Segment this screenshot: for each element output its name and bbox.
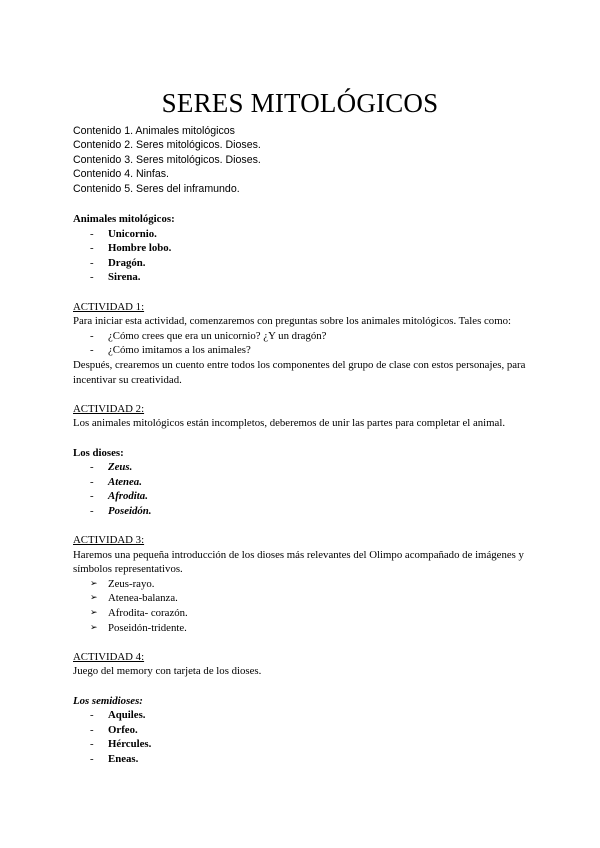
list-item: ➢ Afrodita- corazón. <box>90 607 188 620</box>
actividad-1-questions <box>73 329 533 358</box>
dash-bullet: - <box>90 504 94 517</box>
list-item: - Aquiles. <box>90 709 146 722</box>
list-item: - Eneas. <box>90 752 139 765</box>
list-item: - Dragón. <box>90 256 146 269</box>
dash-bullet: - <box>90 242 94 255</box>
actividad-3-text: Haremos una pequeña introducción de los dioses más relevantes del Olimpo acompañado de imágenes y símbolos representativos. <box>73 548 524 576</box>
dash-bullet: - <box>90 256 94 269</box>
table-of-contents <box>73 124 261 196</box>
dash-bullet: - <box>90 329 94 342</box>
list-item: - Unicornio. <box>90 227 157 240</box>
actividad-4-text: Juego del memory con tarjeta de los dioses. <box>73 665 262 678</box>
list-item: - Orfeo. <box>90 723 138 736</box>
dash-bullet: - <box>90 461 94 474</box>
toc-item: Contenido 4. Ninfas. <box>73 168 169 181</box>
dash-bullet: - <box>90 344 94 357</box>
dash-bullet: - <box>90 271 94 284</box>
dash-bullet: - <box>90 490 94 503</box>
list-item: ➢ Atenea-balanza. <box>90 592 178 605</box>
section-heading-animales: Animales mitológicos: <box>73 213 175 225</box>
arrow-bullet-icon: ➢ <box>90 608 98 619</box>
section-heading-semidioses: Los semidioses: <box>73 694 143 707</box>
dash-bullet: - <box>90 475 94 488</box>
arrow-bullet-icon: ➢ <box>90 622 98 633</box>
toc-item: Contenido 5. Seres del inframundo. <box>73 182 240 195</box>
section-heading-dioses: Los dioses: <box>73 446 124 459</box>
dash-bullet: - <box>90 723 94 736</box>
arrow-bullet-icon: ➢ <box>90 578 98 589</box>
dioses-list <box>73 460 533 518</box>
list-item: - Hércules. <box>90 738 152 751</box>
list-item: - Afrodita. <box>90 490 148 503</box>
actividad-1-outro: Después, crearemos un cuento entre todos los componentes del grupo de clase con estos personajes, para incentivar su creatividad. <box>73 358 526 386</box>
dash-bullet: - <box>90 227 94 240</box>
actividad-3-symbols <box>73 577 533 635</box>
actividad-1-title: ACTIVIDAD 1: <box>73 300 145 313</box>
actividad-1-intro: Para iniciar esta actividad, comenzaremos con preguntas sobre los animales mitológicos. Tales como: <box>73 315 511 328</box>
actividad-4-title: ACTIVIDAD 4: <box>73 650 145 663</box>
animales-list <box>73 227 533 285</box>
list-item: - Sirena. <box>90 271 141 284</box>
arrow-bullet-icon: ➢ <box>90 593 98 604</box>
list-item: - ¿Cómo crees que era un unicornio? ¿Y un dragón? <box>90 329 327 342</box>
page-title: SERES MITOLÓGICOS <box>161 88 439 118</box>
list-item: - Poseidón. <box>90 504 152 517</box>
dash-bullet: - <box>90 738 94 751</box>
dash-bullet: - <box>90 752 94 765</box>
list-item: - Atenea. <box>90 475 142 488</box>
toc-item: Contenido 3. Seres mitológicos. Dioses. <box>73 153 261 166</box>
document-body <box>73 212 533 767</box>
list-item: ➢ Zeus-rayo. <box>90 577 155 590</box>
toc-item: Contenido 1. Animales mitológicos <box>73 125 235 137</box>
toc-item: Contenido 2. Seres mitológicos. Dioses. <box>73 139 261 152</box>
dash-bullet: - <box>90 709 94 722</box>
semidioses-list <box>73 708 533 766</box>
list-item: - Hombre lobo. <box>90 242 172 255</box>
actividad-3-title: ACTIVIDAD 3: <box>73 534 145 547</box>
actividad-2-title: ACTIVIDAD 2: <box>73 402 145 415</box>
actividad-2-text: Los animales mitológicos están incompletos, deberemos de unir las partes para completar el animal. <box>73 417 506 430</box>
list-item: - ¿Cómo imitamos a los animales? <box>90 344 251 357</box>
list-item: - Zeus. <box>90 461 133 474</box>
list-item: ➢ Poseidón-tridente. <box>90 621 187 634</box>
